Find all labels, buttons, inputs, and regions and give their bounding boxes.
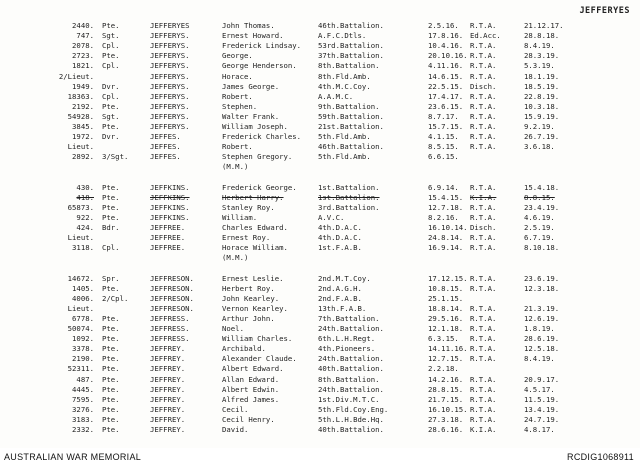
fate: K.I.A.: [470, 425, 497, 434]
unit: 5th.Fld.Coy.Eng.: [318, 404, 389, 414]
service-number: 2/Lieut.: [58, 71, 94, 81]
surname: JEFFERYS.: [150, 91, 190, 101]
unit: 4th.D.A.C.: [318, 233, 362, 243]
service-number: 3378.: [72, 344, 94, 354]
surname: JEFFKINS.: [150, 212, 190, 222]
discharge-date: 15.9.19.: [524, 111, 560, 121]
given-names: (M.M.): [222, 253, 249, 263]
unit: 53rd.Battalion.: [318, 41, 384, 51]
given-names: Albert Edward.: [222, 364, 284, 374]
unit: 7th.Battalion.: [318, 313, 380, 323]
fate: R.T.A.: [470, 41, 497, 51]
surname: JEFFERYS.: [150, 101, 190, 111]
rank: Sgt.: [102, 111, 120, 121]
surname: JEFFRESON.: [150, 283, 194, 293]
surname: JEFFRESS.: [150, 324, 190, 333]
enlistment-date: 12.1.18.: [428, 324, 464, 333]
discharge-date: 11.5.19.: [524, 394, 560, 404]
given-names: Arthur John.: [222, 313, 275, 323]
discharge-date: 23.6.19.: [524, 273, 560, 283]
surname: JEFFERYS.: [150, 61, 190, 71]
rank: Pte.: [102, 384, 120, 394]
enlistment-date: 12.7.15.: [428, 354, 464, 364]
enlistment-date: 29.5.16.: [428, 313, 464, 323]
enlistment-date: 8.2.16.: [428, 212, 459, 222]
surname: JEFFREE.: [150, 243, 186, 253]
rank: Pte.: [102, 283, 120, 293]
given-names: Ernest Roy.: [222, 233, 271, 243]
discharge-date: 18.5.19.: [524, 81, 560, 91]
unit: 13th.F.A.B.: [318, 303, 367, 313]
fate: R.T.A.: [470, 132, 497, 142]
service-number: 3118.: [72, 243, 94, 253]
rank: Pte.: [102, 182, 120, 192]
discharge-date: 28.8.18.: [524, 31, 560, 41]
given-names: Vernon Kearley.: [222, 303, 288, 313]
service-number: Lieut.: [67, 142, 94, 152]
rank: Dvr.: [102, 81, 120, 91]
given-names: Herbert Harry.: [222, 192, 284, 202]
given-names: Horace.: [222, 71, 253, 81]
surname: JEFFREY.: [150, 394, 186, 404]
given-names: Alfred James.: [222, 394, 280, 404]
unit: A.V.C.: [318, 212, 345, 222]
rank: Pte.: [102, 202, 120, 212]
service-number: 2332.: [72, 425, 94, 434]
fate: R.T.A.: [470, 71, 497, 81]
rank: Cpl.: [102, 91, 120, 101]
discharge-date: 4.5.17.: [524, 384, 555, 394]
fate: R.T.A.: [470, 384, 497, 394]
unit: 46th.Battalion.: [318, 142, 384, 152]
enlistment-date: 6.9.14.: [428, 182, 459, 192]
enlistment-date: 15.4.15.: [428, 192, 464, 202]
discharge-date: 10.3.18.: [524, 101, 560, 111]
service-number: 2892.: [72, 152, 94, 162]
unit: 1st.Battalion.: [318, 192, 380, 202]
discharge-date: 21.3.19.: [524, 303, 560, 313]
unit: A.F.C.Dtls.: [318, 31, 367, 41]
discharge-date: 12.5.18.: [524, 344, 560, 354]
table-row: [0, 424, 640, 435]
service-number: 2440.: [72, 21, 94, 30]
service-number: 52311.: [67, 364, 94, 374]
unit: 40th.Battalion.: [318, 364, 384, 374]
fate: R.T.A.: [470, 101, 497, 111]
unit: 24th.Battalion.: [318, 354, 384, 364]
rank: Cpl.: [102, 61, 120, 71]
given-names: John Kearley.: [222, 293, 280, 303]
unit: 5th.Fld.Amb.: [318, 132, 371, 142]
fate: R.T.A.: [470, 374, 497, 384]
enlistment-date: 4.1.15.: [428, 132, 459, 142]
surname: JEFFKINS.: [150, 192, 190, 202]
rank: Bdr.: [102, 223, 120, 232]
rank: Pte.: [102, 394, 120, 404]
enlistment-date: 17.12.15.: [428, 273, 468, 283]
enlistment-date: 28.6.16.: [428, 425, 464, 434]
surname: JEFFRESS.: [150, 334, 190, 344]
discharge-date: 4.8.17.: [524, 425, 555, 434]
given-names: (M.M.): [222, 162, 249, 172]
fate: R.T.A.: [470, 21, 497, 30]
discharge-date: 23.4.19.: [524, 202, 560, 212]
discharge-date: 8.8.15.: [524, 192, 555, 202]
enlistment-date: 10.4.16.: [428, 41, 464, 51]
rank: Pte.: [102, 404, 120, 414]
enlistment-date: 27.3.18.: [428, 414, 464, 424]
enlistment-date: 16.10.15.: [428, 404, 468, 414]
fate: R.T.A.: [470, 283, 497, 293]
unit: 4th.M.C.Coy.: [318, 81, 371, 91]
surname: JEFFREY.: [150, 344, 186, 354]
surname: JEFFERYS.: [150, 71, 190, 81]
fate: R.T.A.: [470, 324, 497, 333]
rank: Sgt.: [102, 31, 120, 41]
service-number: Lieut.: [67, 233, 94, 243]
surname: JEFFREY.: [150, 404, 186, 414]
given-names: Alexander Claude.: [222, 354, 297, 364]
fate: Ed.Acc.: [470, 31, 501, 41]
service-number: 430.: [76, 182, 94, 192]
service-number: 50074.: [67, 324, 94, 333]
given-names: Ernest Leslie.: [222, 273, 284, 283]
surname: JEFFKINS.: [150, 202, 190, 212]
enlistment-date: 6.3.15.: [428, 334, 459, 344]
rank: Pte.: [102, 425, 120, 434]
unit: 1st.Battalion.: [318, 182, 380, 192]
surname: JEFFERYS.: [150, 31, 190, 41]
rank: 2/Cpl.: [102, 293, 129, 303]
rank: Cpl.: [102, 243, 120, 253]
surname: JEFFERYS.: [150, 81, 190, 91]
unit: 4th.Pioneers.: [318, 344, 376, 354]
discharge-date: 8.4.19.: [524, 41, 555, 51]
footer-record-id: RCDIG1068911: [567, 452, 634, 462]
enlistment-date: 20.10.16.: [428, 51, 468, 61]
given-names: Robert.: [222, 142, 253, 152]
service-number: 1821.: [72, 61, 94, 71]
service-number: 1972.: [72, 132, 94, 142]
unit: 8th.Battalion.: [318, 61, 380, 71]
enlistment-date: 16.10.14.: [428, 223, 468, 232]
fate: R.T.A.: [470, 51, 497, 61]
service-number: 65873.: [67, 202, 94, 212]
service-number: Lieut.: [67, 303, 94, 313]
given-names: Allan Edward.: [222, 374, 280, 384]
surname: JEFFREE.: [150, 233, 186, 243]
service-number: 3183.: [72, 414, 94, 424]
surname: JEFFRESON.: [150, 273, 194, 283]
surname: JEFFRESON.: [150, 293, 194, 303]
fate: R.T.A.: [470, 182, 497, 192]
fate: R.T.A.: [470, 243, 497, 253]
rank: Pte.: [102, 101, 120, 111]
rank: Pte.: [102, 364, 120, 374]
service-number: 4445.: [72, 384, 94, 394]
rank: Pte.: [102, 21, 120, 30]
given-names: James George.: [222, 81, 280, 91]
enlistment-date: 8.7.17.: [428, 111, 459, 121]
fate: R.T.A.: [470, 354, 497, 364]
fate: R.T.A.: [470, 61, 497, 71]
unit: 46th.Battalion.: [318, 21, 384, 30]
discharge-date: 26.7.19.: [524, 132, 560, 142]
given-names: Archibald.: [222, 344, 266, 354]
rank: Pte.: [102, 212, 120, 222]
rank: Cpl.: [102, 41, 120, 51]
surname: JEFFERYES: [150, 21, 190, 30]
enlistment-date: 14.11.16.: [428, 344, 468, 354]
surname: JEFFRESON.: [150, 303, 194, 313]
given-names: Stanley Roy.: [222, 202, 275, 212]
fate: Disch.: [470, 81, 497, 91]
given-names: Stephen Gregory.: [222, 152, 293, 162]
given-names: John Thomas.: [222, 21, 275, 30]
service-number: 2190.: [72, 354, 94, 364]
enlistment-date: 25.1.15.: [428, 293, 464, 303]
enlistment-date: 6.6.15.: [428, 152, 459, 162]
given-names: William Charles.: [222, 334, 293, 344]
enlistment-date: 15.7.15.: [428, 122, 464, 131]
fate: R.T.A.: [470, 142, 497, 152]
discharge-date: 28.3.19.: [524, 51, 560, 61]
service-number: 487.: [76, 374, 94, 384]
given-names: Robert.: [222, 91, 253, 101]
unit: 40th.Battalion.: [318, 425, 384, 434]
fate: R.T.A.: [470, 404, 497, 414]
discharge-date: 8.4.19.: [524, 354, 555, 364]
unit: 6th.L.H.Regt.: [318, 334, 376, 344]
unit: 8th.Battalion.: [318, 374, 380, 384]
fate: R.T.A.: [470, 111, 497, 121]
rank: 3/Sgt.: [102, 152, 129, 162]
given-names: Frederick Charles.: [222, 132, 302, 142]
enlistment-date: 10.8.15.: [428, 283, 464, 293]
enlistment-date: 8.5.15.: [428, 142, 459, 152]
surname: JEFFRESS.: [150, 313, 190, 323]
fate: R.T.A.: [470, 273, 497, 283]
surname: JEFFREY.: [150, 374, 186, 384]
enlistment-date: 28.8.15.: [428, 384, 464, 394]
unit: 3rd.Battalion.: [318, 202, 380, 212]
rank: Pte.: [102, 374, 120, 384]
given-names: Ernest Howard.: [222, 31, 284, 41]
enlistment-date: 14.2.16.: [428, 374, 464, 384]
enlistment-date: 14.6.15.: [428, 71, 464, 81]
unit: 24th.Battalion.: [318, 384, 384, 394]
rank: Spr.: [102, 273, 120, 283]
given-names: Walter Frank.: [222, 111, 280, 121]
surname-heading: JEFFERYES: [579, 6, 630, 16]
discharge-date: 12.3.18.: [524, 283, 560, 293]
fate: R.T.A.: [470, 91, 497, 101]
unit: 2nd.A.G.H.: [318, 283, 362, 293]
unit: 2nd.F.A.B.: [318, 293, 362, 303]
enlistment-date: 22.5.15.: [428, 81, 464, 91]
discharge-date: 1.8.19.: [524, 324, 555, 333]
rank: Pte.: [102, 354, 120, 364]
enlistment-date: 18.8.14.: [428, 303, 464, 313]
enlistment-date: 17.4.17.: [428, 91, 464, 101]
discharge-date: 28.6.19.: [524, 334, 560, 344]
fate: R.T.A.: [470, 212, 497, 222]
given-names: Frederick George.: [222, 182, 297, 192]
service-number: 1092.: [72, 334, 94, 344]
discharge-date: 4.6.19.: [524, 212, 555, 222]
given-names: William Joseph.: [222, 122, 288, 131]
service-number: 1949.: [72, 81, 94, 91]
surname: JEFFREY.: [150, 414, 186, 424]
given-names: David.: [222, 425, 249, 434]
footer-bar: [0, 448, 640, 466]
unit: 59th.Battalion.: [318, 111, 384, 121]
enlistment-date: 21.7.15.: [428, 394, 464, 404]
rank: Pte.: [102, 344, 120, 354]
discharge-date: 20.9.17.: [524, 374, 560, 384]
fate: R.T.A.: [470, 394, 497, 404]
service-number: 4006.: [72, 293, 94, 303]
fate: R.T.A.: [470, 334, 497, 344]
unit: A.A.M.C.: [318, 91, 354, 101]
rank: Dvr.: [102, 132, 120, 142]
rank: Pte.: [102, 334, 120, 344]
service-number: 418.: [76, 192, 94, 202]
service-number: 424.: [76, 223, 94, 232]
given-names: Horace William.: [222, 243, 288, 253]
given-names: Herbert Roy.: [222, 283, 275, 293]
surname: JEFFERYS.: [150, 51, 190, 61]
unit: 8th.Fld.Amb.: [318, 71, 371, 81]
enlistment-date: 4.11.16.: [428, 61, 464, 71]
unit: 5th.Fld.Amb.: [318, 152, 371, 162]
fate: R.T.A.: [470, 414, 497, 424]
discharge-date: 18.1.19.: [524, 71, 560, 81]
rank: Pte.: [102, 414, 120, 424]
service-number: 6778.: [72, 313, 94, 323]
service-number: 2078.: [72, 41, 94, 51]
given-names: Noel.: [222, 324, 244, 333]
enlistment-date: 17.8.16.: [428, 31, 464, 41]
service-number: 3845.: [72, 122, 94, 131]
fate: R.T.A.: [470, 313, 497, 323]
surname: JEFFREY.: [150, 384, 186, 394]
discharge-date: 13.4.19.: [524, 404, 560, 414]
enlistment-date: 16.9.14.: [428, 243, 464, 253]
service-number: 2723.: [72, 51, 94, 61]
surname: JEFFERYS.: [150, 122, 190, 131]
surname: JEFFKINS.: [150, 182, 190, 192]
discharge-date: 5.3.19.: [524, 61, 555, 71]
discharge-date: 24.7.19.: [524, 414, 560, 424]
unit: 37th.Battalion.: [318, 51, 384, 61]
discharge-date: 3.6.18.: [524, 142, 555, 152]
surname: JEFFREY.: [150, 354, 186, 364]
surname: JEFFREY.: [150, 364, 186, 374]
discharge-date: 12.6.19.: [524, 313, 560, 323]
fate: R.T.A.: [470, 202, 497, 212]
discharge-date: 15.4.18.: [524, 182, 560, 192]
service-number: 3276.: [72, 404, 94, 414]
surname: JEFFREY.: [150, 425, 186, 434]
unit: 5th.L.H.Bde.Hq.: [318, 414, 384, 424]
given-names: William.: [222, 212, 258, 222]
given-names: Charles Edward.: [222, 223, 288, 232]
given-names: George Henderson.: [222, 61, 297, 71]
enlistment-date: 12.7.18.: [428, 202, 464, 212]
given-names: Cecil.: [222, 404, 249, 414]
surname: JEFFES.: [150, 132, 181, 142]
rank: Pte.: [102, 324, 120, 333]
unit: 1st.F.A.B.: [318, 243, 362, 253]
unit: 9th.Battalion.: [318, 101, 380, 111]
surname: JEFFERYS.: [150, 111, 190, 121]
service-number: 14672.: [67, 273, 94, 283]
given-names: Cecil Henry.: [222, 414, 275, 424]
surname: JEFFREE.: [150, 223, 186, 232]
fate: K.I.A.: [470, 192, 497, 202]
service-number: 922.: [76, 212, 94, 222]
discharge-date: 6.7.19.: [524, 233, 555, 243]
discharge-date: 21.12.17.: [524, 21, 564, 30]
given-names: Stephen.: [222, 101, 258, 111]
unit: 1st.Div.M.T.C.: [318, 394, 380, 404]
discharge-date: 8.10.18.: [524, 243, 560, 253]
rank: Pte.: [102, 313, 120, 323]
footer-institution: AUSTRALIAN WAR MEMORIAL: [4, 452, 142, 462]
unit: 2nd.M.T.Coy.: [318, 273, 371, 283]
rank: Pte.: [102, 192, 120, 202]
discharge-date: 2.5.19.: [524, 223, 555, 232]
discharge-date: 9.2.19.: [524, 122, 555, 131]
fate: R.T.A.: [470, 303, 497, 313]
given-names: Albert Edwin.: [222, 384, 280, 394]
unit: 24th.Battalion.: [318, 324, 384, 333]
enlistment-date: 2.5.16.: [428, 21, 459, 30]
given-names: George.: [222, 51, 253, 61]
service-number: 747.: [76, 31, 94, 41]
given-names: Frederick Lindsay.: [222, 41, 302, 51]
fate: R.T.A.: [470, 233, 497, 243]
enlistment-date: 24.8.14.: [428, 233, 464, 243]
rank: Pte.: [102, 51, 120, 61]
fate: Disch.: [470, 223, 497, 232]
enlistment-date: 23.6.15.: [428, 101, 464, 111]
service-number: 7595.: [72, 394, 94, 404]
unit: 21st.Battalion.: [318, 122, 384, 131]
service-number: 1405.: [72, 283, 94, 293]
service-number: 54928.: [67, 111, 94, 121]
service-number: 2192.: [72, 101, 94, 111]
discharge-date: 22.8.19.: [524, 91, 560, 101]
service-number: 18363.: [67, 91, 94, 101]
surname: JEFFERYS.: [150, 41, 190, 51]
enlistment-date: 2.2.18.: [428, 364, 459, 374]
fate: R.T.A.: [470, 122, 497, 131]
unit: 4th.D.A.C.: [318, 223, 362, 232]
fate: R.T.A.: [470, 344, 497, 354]
rank: Pte.: [102, 122, 120, 131]
surname: JEFFES.: [150, 152, 181, 162]
surname: JEFFES.: [150, 142, 181, 152]
